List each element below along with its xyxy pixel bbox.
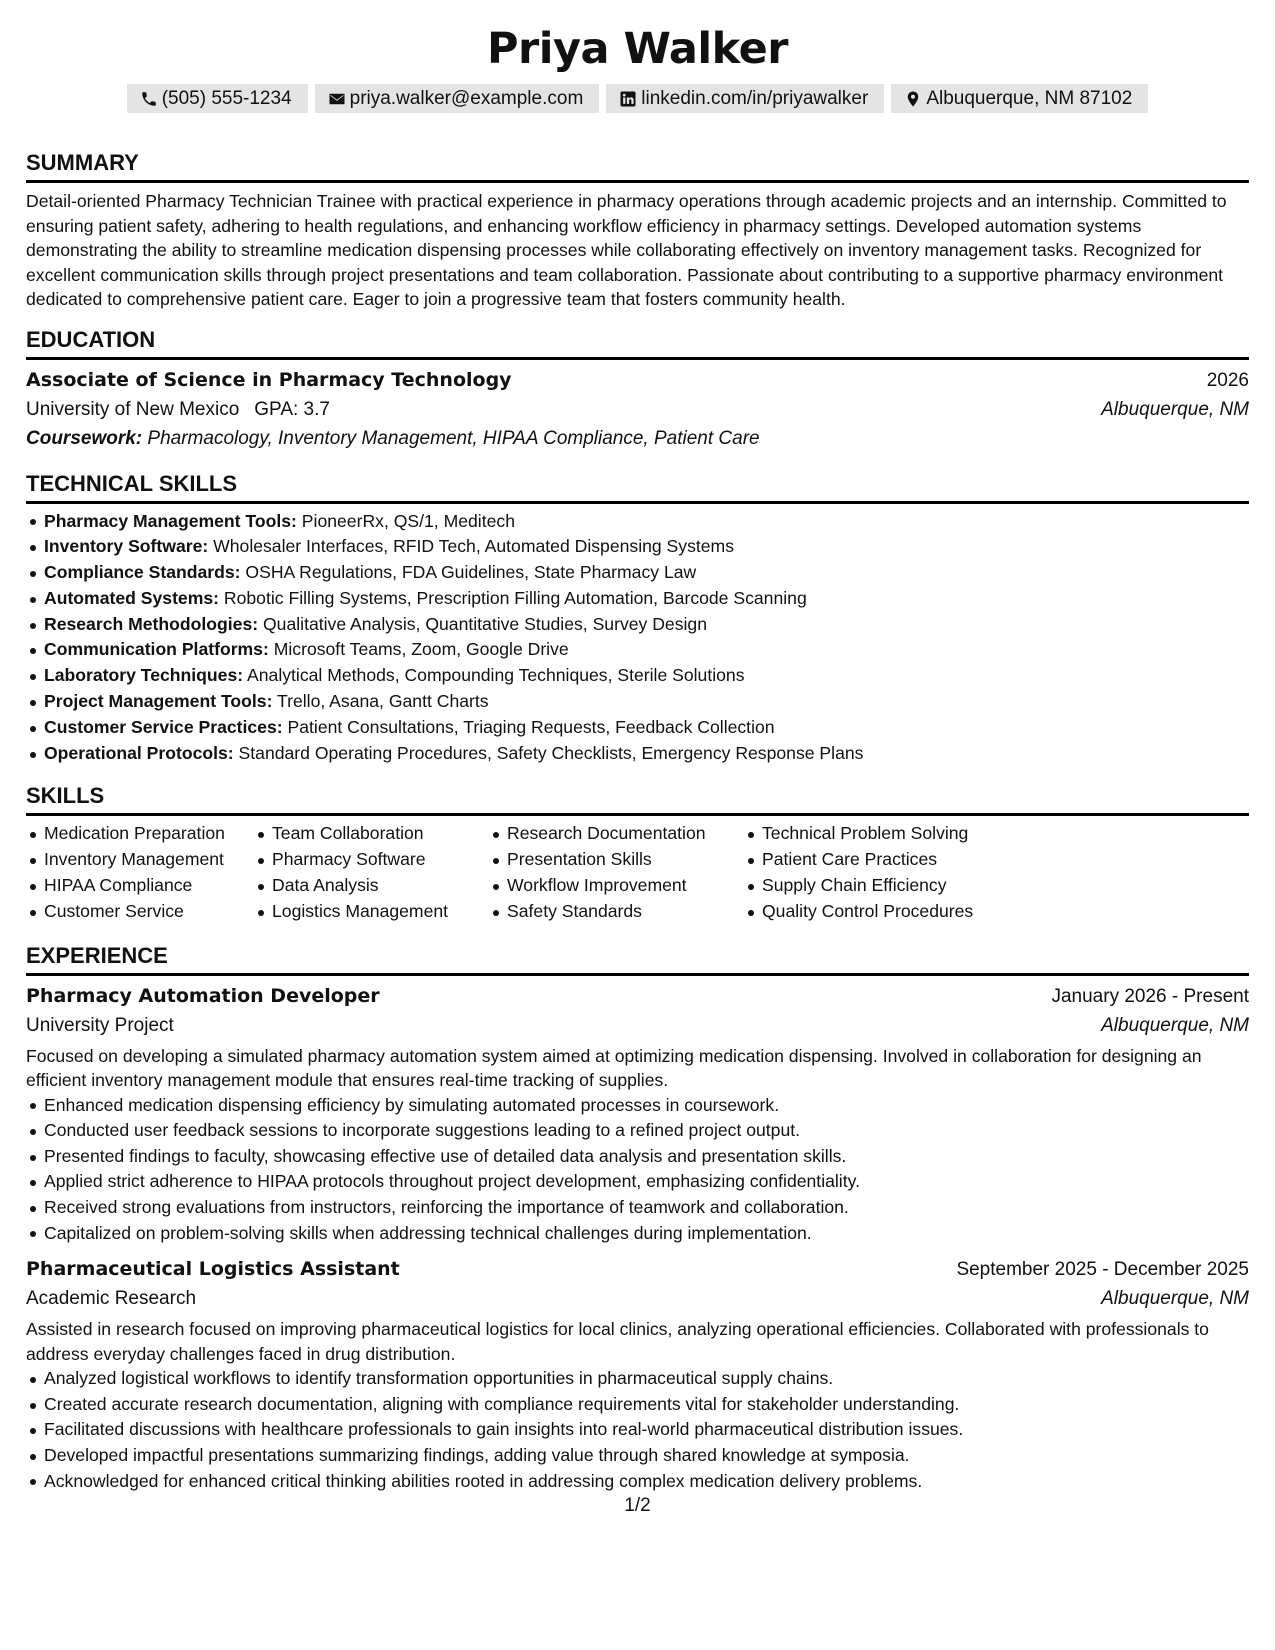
school-line [26, 399, 330, 421]
gpa: GPA: 3.7 [254, 398, 330, 420]
skill-values: Microsoft Teams, Zoom, Google Drive [273, 639, 569, 660]
job-description: Focused on developing a simulated pharmacy automation system aimed at optimizing medication dispensing. Involved in collaboration for designing an efficient inventory management module that ensures real-time tracking of supplies. [26, 1045, 1202, 1091]
contact-location-text: Albuquerque, NM 87102 [926, 87, 1133, 109]
skill-values: Analytical Methods, Compounding Techniques, Sterile Solutions [247, 665, 745, 686]
list-item [26, 560, 1249, 586]
contact-phone[interactable] [127, 84, 308, 113]
list-item [26, 509, 1249, 535]
list-item: Supply Chain Efficiency [744, 873, 1014, 899]
list-item: Patient Care Practices [744, 847, 1014, 873]
list-item [26, 534, 1249, 560]
job-title: Pharmaceutical Logistics Assistant [26, 1258, 400, 1281]
list-item: Enhanced medication dispensing efficiency by simulating automated processes in coursework. [26, 1093, 1249, 1119]
list-item: Medication Preparation [26, 821, 254, 847]
skill-category: Inventory Software: [44, 536, 209, 557]
coursework-line [26, 428, 1249, 450]
section-divider [26, 357, 1249, 360]
job-dates: September 2025 - December 2025 [956, 1259, 1249, 1281]
linkedin-icon [619, 90, 637, 108]
summary-text: Detail-oriented Pharmacy Technician Trainee with practical experience in pharmacy operations through academic projects and an internship. Committed to ensuring patient safety, adhering to health regulations, and enhancing workflow efficiency in pharmacy settings. Developed automation systems demonstrating the ability to streamline medication dispensing processes while collaborating effectively on inventory management tasks. Recognized for excellent communication skills through project presentations and team collaboration. Passionate about contributing to a supportive pharmacy environment dedicated to comprehensive patient care. Eager to join a progressive team that fosters community health. [26, 191, 1227, 309]
job-header-row [26, 1258, 1249, 1281]
education-row-2 [26, 399, 1249, 421]
skill-category: Automated Systems: [44, 587, 220, 608]
job-title: Pharmacy Automation Developer [26, 984, 380, 1007]
list-item: Technical Problem Solving [744, 821, 1014, 847]
skill-values: Standard Operating Procedures, Safety Checklists, Emergency Response Plans [238, 742, 864, 763]
skill-values: Trello, Asana, Gantt Charts [277, 691, 489, 712]
skill-values: Wholesaler Interfaces, RFID Tech, Automated Dispensing Systems [213, 536, 735, 557]
skills-column [254, 821, 489, 924]
skill-category: Compliance Standards: [44, 562, 241, 583]
phone-icon [140, 90, 158, 108]
contact-email[interactable] [315, 84, 600, 113]
education-entry [26, 369, 1249, 450]
skills-column [489, 821, 744, 924]
section-divider [26, 813, 1249, 816]
contact-email-text: priya.walker@example.com [349, 87, 584, 109]
job-org-row [26, 1288, 1249, 1310]
list-item: Quality Control Procedures [744, 899, 1014, 925]
skill-category: Laboratory Techniques: [44, 665, 244, 686]
skills-heading: SKILLS [26, 783, 105, 809]
job-header-row [26, 985, 1249, 1008]
job-org-row [26, 1015, 1249, 1037]
list-item: HIPAA Compliance [26, 873, 254, 899]
list-item: Customer Service [26, 899, 254, 925]
list-item [26, 586, 1249, 612]
list-item: Acknowledged for enhanced critical thinking abilities rooted in addressing complex medication delivery problems. [26, 1469, 1249, 1495]
list-item: Presentation Skills [489, 847, 744, 873]
job-dates: January 2026 - Present [1051, 985, 1249, 1007]
list-item [26, 612, 1249, 638]
list-item: Analyzed logistical workflows to identify transformation opportunities in pharmaceutical supply chains. [26, 1366, 1249, 1392]
skill-category: Pharmacy Management Tools: [44, 510, 297, 531]
technical-skills-heading: TECHNICAL SKILLS [26, 470, 238, 496]
list-item [26, 689, 1249, 715]
skill-category: Communication Platforms: [44, 639, 269, 660]
education-row-1 [26, 369, 1249, 392]
contact-linkedin[interactable] [606, 84, 884, 113]
graduation-year: 2026 [1206, 369, 1249, 391]
skill-category: Customer Service Practices: [44, 716, 283, 737]
job-description: Assisted in research focused on improving pharmaceutical logistics for local clinics, analyzing operational efficiencies. Collaborated with professionals to address everyday challenges faced in drug distribution. [26, 1319, 1209, 1364]
list-item: Facilitated discussions with healthcare professionals to gain insights into real-world pharmaceutical distribution issues. [26, 1417, 1249, 1443]
skill-category: Research Methodologies: [44, 613, 259, 634]
skill-values: PioneerRx, QS/1, Meditech [301, 510, 515, 531]
list-item [26, 663, 1249, 689]
experience-entry [26, 985, 1249, 1247]
technical-skills-list [26, 509, 1249, 767]
job-location: Albuquerque, NM [1101, 1288, 1249, 1310]
coursework-list: Pharmacology, Inventory Management, HIPAA Compliance, Patient Care [147, 427, 760, 449]
envelope-icon [328, 90, 346, 108]
skills-grid [26, 821, 1249, 924]
job-location: Albuquerque, NM [1101, 1014, 1249, 1036]
skill-category: Operational Protocols: [44, 742, 234, 763]
list-item: Conducted user feedback sessions to incorporate suggestions leading to a refined project output. [26, 1118, 1249, 1144]
list-item [26, 637, 1249, 663]
list-item: Capitalized on problem-solving skills when addressing technical challenges during implementation. [26, 1221, 1249, 1247]
page-number: 1/2 [624, 1495, 651, 1516]
list-item: Workflow Improvement [489, 873, 744, 899]
list-item: Logistics Management [254, 899, 489, 925]
list-item: Received strong evaluations from instructors, reinforcing the importance of teamwork and collaboration. [26, 1195, 1249, 1221]
list-item: Safety Standards [489, 899, 744, 925]
skills-column [26, 821, 254, 924]
list-item: Research Documentation [489, 821, 744, 847]
list-item: Team Collaboration [254, 821, 489, 847]
list-item: Created accurate research documentation, aligning with compliance requirements vital for stakeholder understanding. [26, 1392, 1249, 1418]
job-organization: University Project [26, 1014, 174, 1036]
list-item: Applied strict adherence to HIPAA protocols throughout project development, emphasizing confidentiality. [26, 1169, 1249, 1195]
section-divider [26, 180, 1249, 183]
list-item: Inventory Management [26, 847, 254, 873]
skill-values: Qualitative Analysis, Quantitative Studies, Survey Design [263, 613, 707, 634]
education-heading: EDUCATION [26, 326, 156, 352]
list-item [26, 741, 1249, 767]
job-bullets [26, 1093, 1249, 1247]
list-item [26, 715, 1249, 741]
contact-linkedin-text: linkedin.com/in/priyawalker [641, 87, 869, 109]
list-item: Pharmacy Software [254, 847, 489, 873]
skill-category: Project Management Tools: [44, 691, 273, 712]
contact-bar [26, 84, 1249, 113]
skills-column [744, 821, 1014, 924]
experience-heading: EXPERIENCE [26, 942, 168, 968]
job-organization: Academic Research [26, 1288, 197, 1310]
list-item: Data Analysis [254, 873, 489, 899]
skill-values: Robotic Filling Systems, Prescription Filling Automation, Barcode Scanning [223, 587, 807, 608]
job-bullets [26, 1366, 1249, 1494]
degree-title: Associate of Science in Pharmacy Technology [26, 368, 512, 391]
contact-location[interactable] [891, 84, 1148, 113]
school-location: Albuquerque, NM [1101, 398, 1249, 420]
skill-values: OSHA Regulations, FDA Guidelines, State Pharmacy Law [245, 562, 697, 583]
summary-heading: SUMMARY [26, 150, 139, 175]
skill-values: Patient Consultations, Triaging Requests, Feedback Collection [287, 716, 775, 737]
experience-entry [26, 1258, 1249, 1494]
school-name: University of New Mexico [26, 398, 240, 420]
list-item: Developed impactful presentations summarizing findings, adding value through shared knowledge at symposia. [26, 1443, 1249, 1469]
section-divider [26, 973, 1249, 976]
section-divider [26, 501, 1249, 504]
coursework-label: Coursework: [26, 427, 143, 449]
list-item: Presented findings to faculty, showcasing effective use of detailed data analysis and presentation skills. [26, 1144, 1249, 1170]
contact-phone-text: (505) 555-1234 [161, 87, 292, 109]
map-marker-icon [904, 90, 922, 108]
candidate-name: Priya Walker [487, 24, 788, 74]
